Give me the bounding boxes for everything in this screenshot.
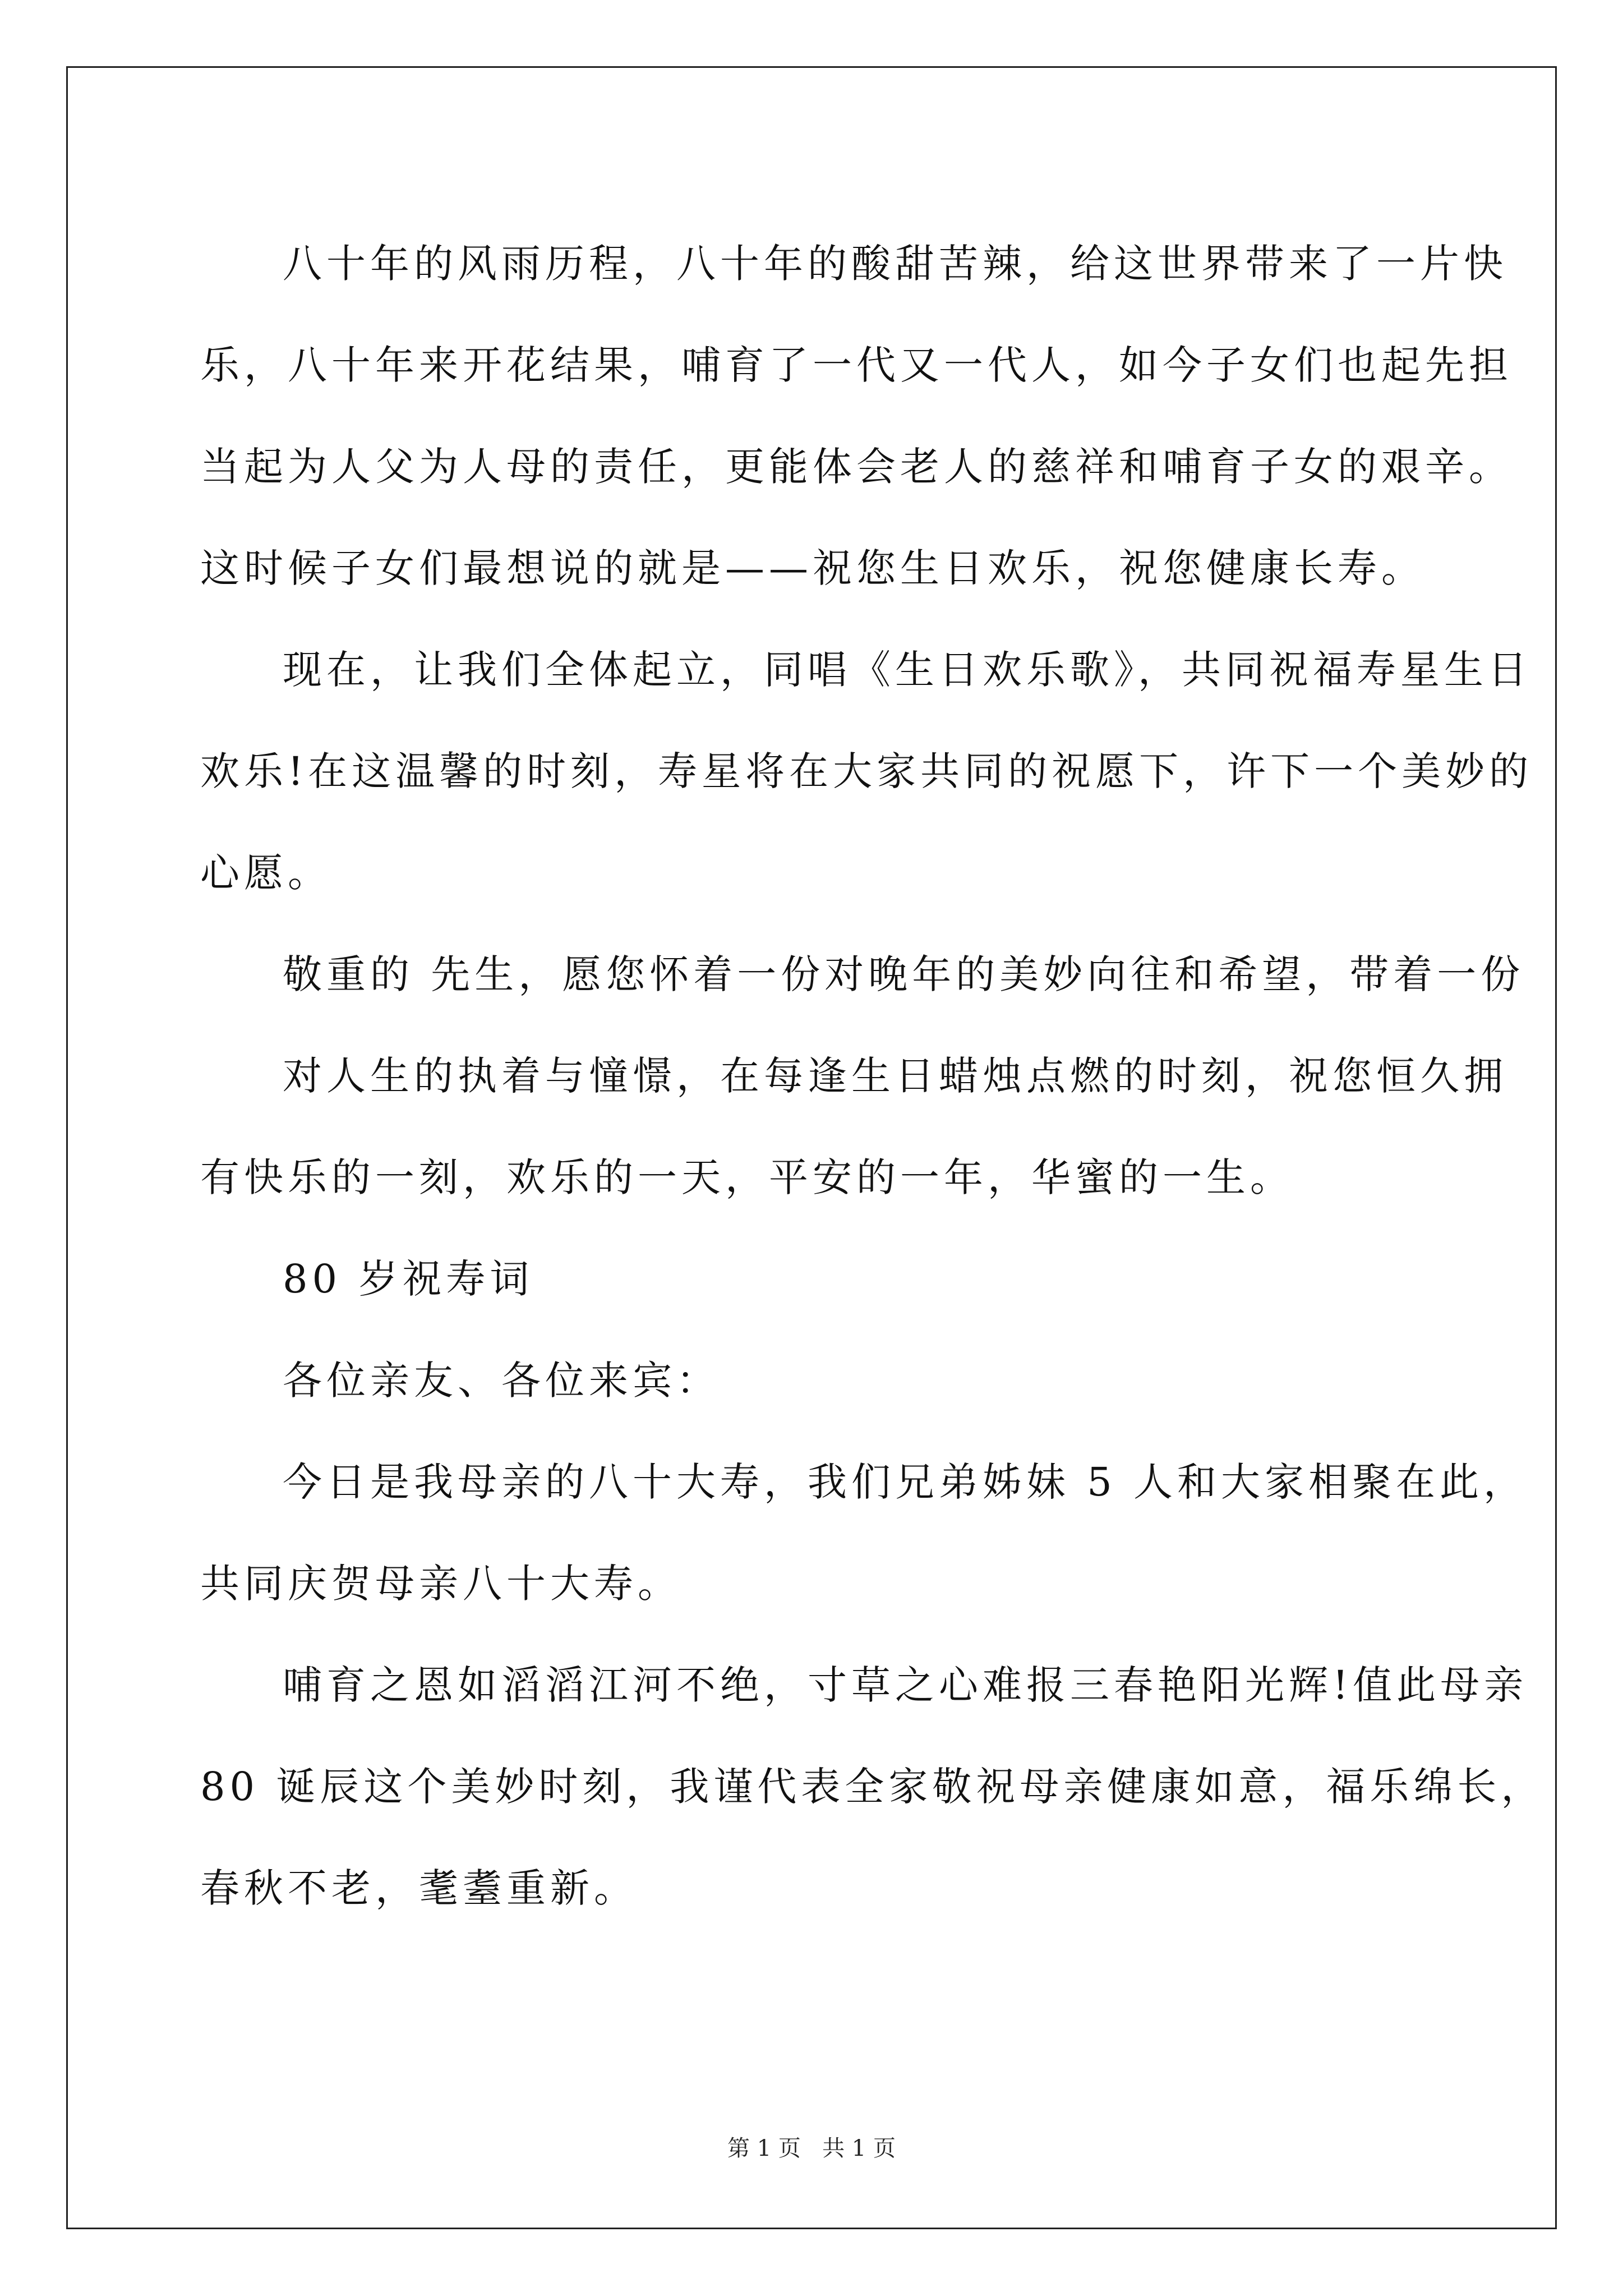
page-footer: 第 1 页 共 1 页 — [727, 2136, 896, 2161]
text-line: 心愿。 — [200, 850, 331, 896]
text-line: 春秋不老，耄耋重新。 — [200, 1865, 638, 1911]
text-line: 80 诞辰这个美妙时刻，我谨代表全家敬祝母亲健康如意，福乐绵长， — [200, 1764, 1545, 1810]
text-line: 现在，让我们全体起立，同唱《生日欢乐歌》，共同祝福寿星生日 — [283, 647, 1532, 693]
text-line: 各位亲友、各位来宾： — [283, 1358, 720, 1404]
section-heading: 80 岁祝寿词 — [283, 1256, 534, 1302]
text-line: 哺育之恩如滔滔江河不绝，寸草之心难报三春艳阳光辉!值此母亲 — [283, 1662, 1528, 1708]
text-line: 对人生的执着与憧憬，在每逢生日蜡烛点燃的时刻，祝您恒久拥 — [283, 1053, 1507, 1099]
text-line: 乐，八十年来开花结果，哺育了一代又一代人，如今子女们也起先担 — [200, 342, 1513, 388]
text-line: 当起为人父为人母的责任，更能体会老人的慈祥和哺育子女的艰辛。 — [200, 444, 1513, 490]
text-line: 欢乐!在这温馨的时刻，寿星将在大家共同的祝愿下，许下一个美妙的 — [200, 748, 1533, 794]
text-line: 这时候子女们最想说的就是——祝您生日欢乐，祝您健康长寿。 — [200, 545, 1425, 591]
document-body — [200, 213, 1545, 1939]
text-line: 敬重的 先生，愿您怀着一份对晚年的美妙向往和希望，带着一份 — [283, 951, 1525, 997]
text-line: 八十年的风雨历程，八十年的酸甜苦辣，给这世界带来了一片快 — [283, 241, 1507, 287]
text-line: 共同庆贺母亲八十大寿。 — [200, 1561, 681, 1607]
text-line: 今日是我母亲的八十大寿，我们兄弟姊妹 5 人和大家相聚在此， — [283, 1459, 1528, 1505]
text-line: 有快乐的一刻，欢乐的一天，平安的一年，华蜜的一生。 — [200, 1154, 1294, 1200]
